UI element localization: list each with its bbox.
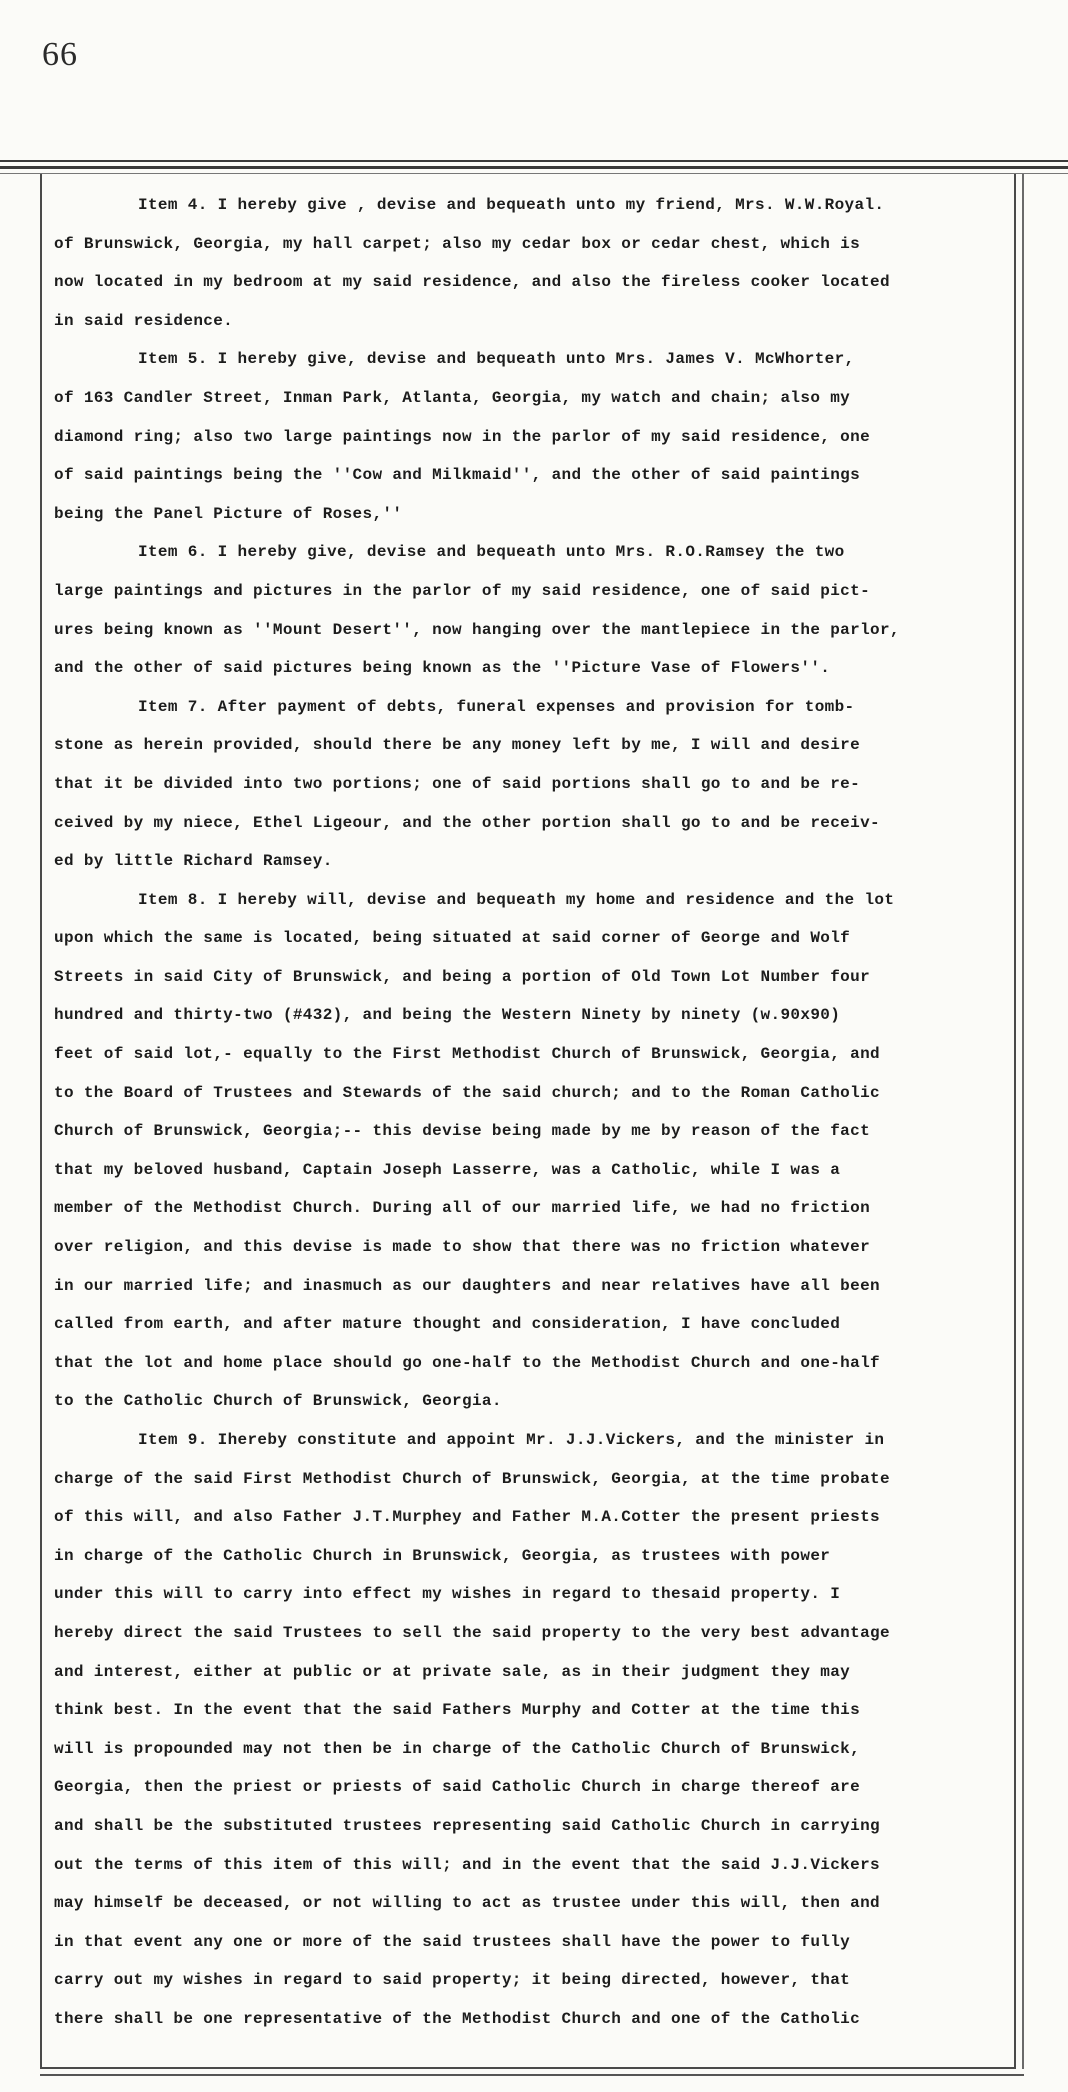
text-line: over religion, and this devise is made to show that there was no friction whatever — [54, 1238, 871, 1257]
text-line: ed by little Richard Ramsey. — [54, 852, 333, 871]
text-line: there shall be one representative of the Methodist Church and one of the Catholic — [54, 2009, 861, 2028]
text-line: in our married life; and inasmuch as our daughters and near relatives have all been — [54, 1276, 880, 1295]
text-line: to the Board of Trustees and Stewards of the said church; and to the Roman Catholic — [54, 1083, 880, 1102]
text-line: of 163 Candler Street, Inman Park, Atlanta, Georgia, my watch and chain; also my — [54, 388, 851, 407]
text-line: to the Catholic Church of Brunswick, Georgia. — [54, 1392, 502, 1411]
text-line: diamond ring; also two large paintings now in the parlor of my said residence, one — [54, 427, 871, 446]
text-line: called from earth, and after mature thought and consideration, I have concluded — [54, 1315, 841, 1334]
text-line: Item 8. I hereby will, devise and bequeath my home and residence and the lot — [138, 890, 895, 909]
text-line: now located in my bedroom at my said residence, and also the fireless cooker located — [54, 273, 890, 292]
text-line: ceived by my niece, Ethel Ligeour, and the other portion shall go to and be receiv- — [54, 813, 880, 832]
text-line: charge of the said First Methodist Church of Brunswick, Georgia, at the time probate — [54, 1469, 890, 1488]
text-line: member of the Methodist Church. During all of our married life, we had no friction — [54, 1199, 871, 1218]
text-line: feet of said lot,- equally to the First Methodist Church of Brunswick, Georgia, and — [54, 1045, 880, 1064]
text-line: stone as herein provided, should there be any money left by me, I will and desire — [54, 736, 861, 755]
header-rule-thick — [0, 166, 1068, 169]
text-line: upon which the same is located, being situated at said corner of George and Wolf — [54, 929, 851, 948]
text-line: Streets in said City of Brunswick, and being a portion of Old Town Lot Number four — [54, 967, 871, 986]
text-line: Item 9. Ihereby constitute and appoint Mr. J.J.Vickers, and the minister in — [138, 1431, 885, 1449]
text-line: carry out my wishes in regard to said property; it being directed, however, that — [54, 1971, 851, 1990]
text-line: ures being known as ''Mount Desert'', now hanging over the mantlepiece in the parlor, — [54, 620, 900, 639]
text-line: Church of Brunswick, Georgia;-- this devise being made by me by reason of the fact — [54, 1122, 871, 1141]
text-line: of said paintings being the ''Cow and Milkmaid'', and the other of said paintings — [54, 466, 861, 485]
header-rule — [0, 160, 1068, 162]
footer-rule — [40, 2074, 1024, 2076]
text-line: and shall be the substituted trustees representing said Catholic Church in carrying — [54, 1816, 880, 1835]
text-line: may himself be deceased, or not willing to act as trustee under this will, then and — [54, 1894, 880, 1913]
text-line: think best. In the event that the said Fathers Murphy and Cotter at the time this — [54, 1701, 861, 1720]
text-line: in charge of the Catholic Church in Brunswick, Georgia, as trustees with power — [54, 1546, 831, 1565]
text-line: Georgia, then the priest or priests of said Catholic Church in charge thereof are — [54, 1778, 861, 1797]
text-line: being the Panel Picture of Roses,'' — [54, 504, 403, 523]
text-line: that my beloved husband, Captain Joseph Lasserre, was a Catholic, while I was a — [54, 1160, 841, 1179]
page-number: 66 — [42, 36, 78, 73]
text-line: in that event any one or more of the said trustees shall have the power to fully — [54, 1932, 851, 1951]
text-line: hereby direct the said Trustees to sell the said property to the very best advantage — [54, 1623, 890, 1642]
text-line: that the lot and home place should go one-half to the Methodist Church and one-half — [54, 1353, 880, 1372]
text-line: of Brunswick, Georgia, my hall carpet; also my cedar box or cedar chest, which is — [54, 234, 861, 253]
text-line: hundred and thirty-two (#432), and being the Western Ninety by ninety (w.90x90) — [54, 1006, 841, 1025]
text-line: in said residence. — [54, 311, 234, 330]
text-line: out the terms of this item of this will; and in the event that the said J.J.Vickers — [54, 1855, 880, 1874]
text-line: Item 5. I hereby give, devise and bequeath unto Mrs. James V. McWhorter, — [138, 350, 855, 369]
will-text-body — [54, 186, 1004, 2039]
text-line: and interest, either at public or at private sale, as in their judgment they may — [54, 1662, 851, 1681]
text-line: under this will to carry into effect my wishes in regard to thesaid property. I — [54, 1585, 841, 1604]
text-line: that it be divided into two portions; one of said portions shall go to and be re- — [54, 774, 861, 793]
text-line: of this will, and also Father J.T.Murphey and Father M.A.Cotter the present priests — [54, 1508, 880, 1527]
frame-outer-border — [1022, 174, 1024, 2069]
text-line: large paintings and pictures in the parlor of my said residence, one of said pict- — [54, 581, 871, 600]
text-line: will is propounded may not then be in charge of the Catholic Church of Brunswick, — [54, 1739, 861, 1758]
text-line: Item 4. I hereby give , devise and bequeath unto my friend, Mrs. W.W.Royal. — [138, 196, 885, 214]
text-line: Item 7. After payment of debts, funeral expenses and provision for tomb- — [138, 697, 855, 716]
text-line: Item 6. I hereby give, devise and bequeath unto Mrs. R.O.Ramsey the two — [138, 543, 845, 562]
text-line: and the other of said pictures being known as the ''Picture Vase of Flowers''. — [54, 659, 831, 678]
